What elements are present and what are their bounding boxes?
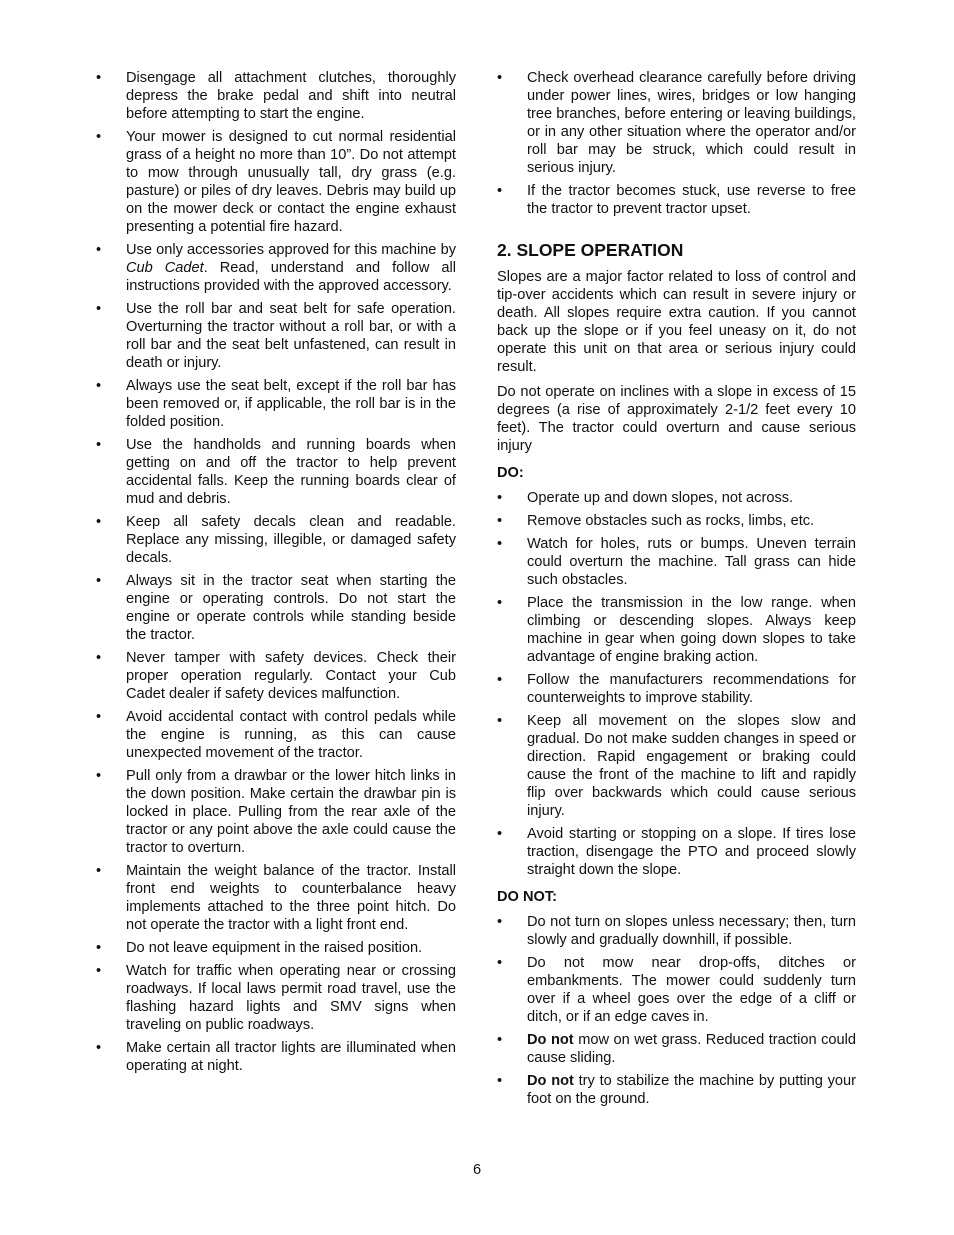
list-item-text: Make certain all tractor lights are illuminated when operating at night. (126, 1040, 456, 1074)
bullet-icon: • (497, 490, 503, 506)
list-item-text: Follow the manufacturers recommendations for counterweights to improve stability. (527, 672, 856, 706)
list-item (497, 69, 856, 177)
bullet-icon: • (96, 514, 102, 530)
safety-list-right-top (497, 69, 856, 218)
list-item-text: Never tamper with safety devices. Check their proper operation regularly. Contact your Cub Cadet dealer if safety devices malfunction. (126, 650, 456, 702)
list-item (96, 377, 456, 431)
bullet-icon: • (96, 709, 102, 725)
list-item (96, 572, 456, 644)
text-segment: mow on wet grass. Reduced traction could cause sliding. (527, 1032, 856, 1066)
safety-list-left (96, 69, 456, 1075)
do-not-heading: DO NOT: (497, 889, 557, 905)
bullet-icon: • (96, 301, 102, 317)
bullet-icon: • (96, 378, 102, 394)
page-number: 6 (472, 1162, 482, 1178)
list-item-text: If the tractor becomes stuck, use reverse to free the tractor to prevent tractor upset. (527, 183, 856, 217)
bullet-icon: • (96, 963, 102, 979)
list-item-text: Do not leave equipment in the raised position. (126, 940, 423, 956)
list-item (96, 128, 456, 236)
list-item-text: Maintain the weight balance of the tractor. Install front end weights to counterbalance heavy implements attached to the three point hitch. Do not operate the tractor with a light front end. (126, 863, 456, 933)
bullet-icon: • (497, 955, 503, 971)
do-not-list (497, 913, 856, 1108)
list-item-text: Keep all safety decals clean and readable. Replace any missing, illegible, or damaged safety decals. (126, 514, 456, 566)
text-segment: . Read, understand and follow all instructions provided with the approved accessory. (126, 260, 456, 294)
section-heading: 2. SLOPE OPERATION (497, 240, 684, 260)
list-item (96, 300, 456, 372)
list-item-text: Place the transmission in the low range. when climbing or descending slopes. Always keep machine in gear when going down slopes to take advantage of engine braking action. (527, 595, 856, 665)
list-item-text (527, 1032, 856, 1066)
bullet-icon: • (497, 1032, 503, 1048)
bullet-icon: • (96, 940, 102, 956)
bullet-icon: • (497, 914, 503, 930)
list-item-text: Disengage all attachment clutches, thoroughly depress the brake pedal and shift into neutral before attempting to start the engine. (126, 70, 456, 122)
list-item-text: Always use the seat belt, except if the roll bar has been removed or, if applicable, the roll bar is in the folded position. (126, 378, 456, 430)
bullet-icon: • (497, 513, 503, 529)
list-item (497, 1031, 856, 1067)
list-item (497, 913, 856, 949)
bullet-icon: • (497, 70, 503, 86)
text-segment: try to stabilize the machine by putting your foot on the ground. (527, 1073, 856, 1107)
list-item (96, 708, 456, 762)
list-item-text: Keep all movement on the slopes slow and gradual. Do not make sudden changes in speed or direction. Rapid engagement or braking could cause the front of the machine to lift and rapidly flip over backwards which could cause serious injury. (527, 713, 856, 819)
bullet-icon: • (497, 1073, 503, 1089)
brand-name: Cub Cadet (126, 260, 204, 276)
list-item (497, 489, 856, 507)
bullet-icon: • (96, 650, 102, 666)
list-item (497, 712, 856, 820)
list-item (96, 513, 456, 567)
list-item (497, 825, 856, 879)
bullet-icon: • (96, 1040, 102, 1056)
list-item (497, 535, 856, 589)
list-item (96, 649, 456, 703)
bullet-icon: • (96, 70, 102, 86)
list-item-text: Watch for traffic when operating near or crossing roadways. If local laws permit road travel, use the flashing hazard lights and SMV signs when traveling on public roadways. (126, 963, 456, 1033)
bullet-icon: • (96, 768, 102, 784)
bullet-icon: • (96, 242, 102, 258)
bullet-icon: • (497, 672, 503, 688)
list-item-text: Check overhead clearance carefully before driving under power lines, wires, bridges or low hanging tree branches, before entering or leaving buildings, or in any other situation where the operator and/or roll bar may be struck, which could result in serious injury. (527, 70, 856, 176)
list-item (96, 939, 456, 957)
list-item (96, 1039, 456, 1075)
paragraph: Do not operate on inclines with a slope in excess of 15 degrees (a rise of approximately 2-1/2 feet every 10 feet). The tractor could overturn and cause serious injury (497, 384, 856, 454)
list-item (497, 182, 856, 218)
left-column (96, 69, 456, 1080)
list-item-text: Use the handholds and running boards when getting on and off the tractor to help prevent accidental falls. Keep the running boards clear of mud and debris. (126, 437, 456, 507)
list-item-text: Remove obstacles such as rocks, limbs, etc. (527, 513, 815, 529)
right-column (497, 69, 856, 1113)
bullet-icon: • (96, 863, 102, 879)
bullet-icon: • (96, 437, 102, 453)
list-item (497, 954, 856, 1026)
do-heading: DO: (497, 465, 524, 481)
list-item (96, 767, 456, 857)
do-list (497, 489, 856, 879)
bullet-icon: • (497, 536, 503, 552)
emphasis-text: Do not (527, 1073, 574, 1089)
list-item (497, 671, 856, 707)
list-item-text: Watch for holes, ruts or bumps. Uneven terrain could overturn the machine. Tall grass can hide such obstacles. (527, 536, 856, 588)
bullet-icon: • (497, 826, 503, 842)
list-item (96, 69, 456, 123)
list-item (497, 594, 856, 666)
emphasis-text: Do not (527, 1032, 574, 1048)
paragraph: Slopes are a major factor related to loss of control and tip-over accidents which can result in severe injury or death. All slopes require extra caution. If you cannot back up the slope or if you feel uneasy on it, do not operate this unit on that area or serious injury could result. (497, 269, 856, 375)
list-item-text: Avoid accidental contact with control pedals while the engine is running, as this can cause unexpected movement of the tractor. (126, 709, 456, 761)
list-item (497, 512, 856, 530)
list-item-text (126, 242, 456, 294)
list-item-text: Do not mow near drop-offs, ditches or embankments. The mower could suddenly turn over if a wheel goes over the edge of a cliff or ditch, or if an edge caves in. (527, 955, 856, 1025)
bullet-icon: • (497, 595, 503, 611)
list-item-text: Always sit in the tractor seat when starting the engine or operating controls. Do not start the engine or operate controls while standing beside the tractor. (126, 573, 456, 643)
list-item-text: Operate up and down slopes, not across. (527, 490, 794, 506)
bullet-icon: • (497, 713, 503, 729)
list-item (96, 962, 456, 1034)
list-item (96, 862, 456, 934)
list-item-text: Use the roll bar and seat belt for safe operation. Overturning the tractor without a roll bar, or with a roll bar and the seat belt unfastened, can result in death or injury. (126, 301, 456, 371)
bullet-icon: • (96, 573, 102, 589)
bullet-icon: • (497, 183, 503, 199)
list-item-text: Your mower is designed to cut normal residential grass of a height no more than 10”. Do not attempt to mow through unusually tall, dry grass (e.g. pasture) or piles of dry leaves. Debris may build up on the mower deck or contact the engine exhaust presenting a potential fire hazard. (126, 129, 456, 235)
bullet-icon: • (96, 129, 102, 145)
list-item (497, 1072, 856, 1108)
list-item (96, 436, 456, 508)
text-segment: Use only accessories approved for this machine by (126, 242, 456, 258)
list-item-text: Do not turn on slopes unless necessary; then, turn slowly and gradually downhill, if possible. (527, 914, 856, 948)
list-item-text: Pull only from a drawbar or the lower hitch links in the down position. Make certain the drawbar pin is locked in place. Pulling from the rear axle of the tractor or any point above the axle could cause the tractor to overturn. (126, 768, 456, 856)
list-item (96, 241, 456, 295)
list-item-text (527, 1073, 856, 1107)
list-item-text: Avoid starting or stopping on a slope. If tires lose traction, disengage the PTO and proceed slowly straight down the slope. (527, 826, 856, 878)
